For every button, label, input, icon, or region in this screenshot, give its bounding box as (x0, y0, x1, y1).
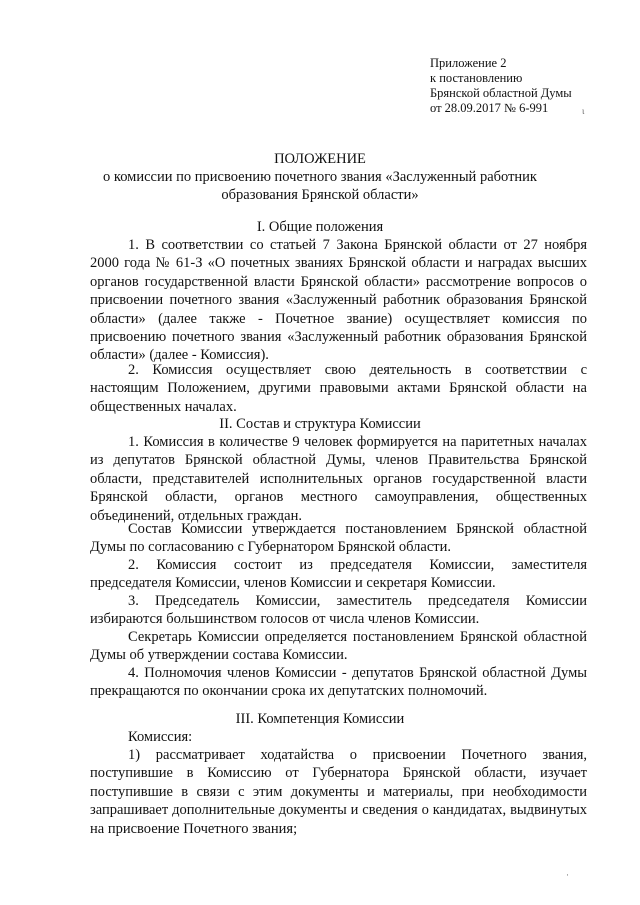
section-3-paragraph-1: Комиссия: (128, 729, 193, 745)
section-3-heading: III. Компетенция Комиссии (235, 711, 405, 727)
section-2-heading: II. Состав и структура Комиссии (219, 416, 421, 432)
section-2-paragraph-3: 2. Комиссия состоит из председателя Комиссии, заместителя председателя Комиссии, членов Комиссии и секретаря Комиссии. (90, 557, 587, 592)
appendix-line-3: Брянской областной Думы (430, 86, 572, 100)
section-3-paragraph-2: 1) рассматривает ходатайства о присвоении Почетного звания, поступившие в Комиссию от Губернатора Брянской области, изучает поступившие в связи с этим документы и материалы, при необходимости запрашивает дополнительные документы и сведения о кандидатах, выдвинутых на присвоение Почетного звания; (90, 747, 587, 837)
section-2-paragraph-2: Состав Комиссии утверждается постановлением Брянской областной Думы по согласованию с Губернатором Брянской области. (90, 521, 587, 556)
section-1-heading: I. Общие положения (256, 219, 384, 235)
scan-mark: · (566, 870, 569, 880)
section-2-paragraph-5: Секретарь Комиссии определяется постановлением Брянской областной Думы об утверждении состава Комиссии. (90, 629, 587, 664)
document-subtitle-line-2: образования Брянской области» (221, 187, 419, 203)
section-1-paragraph-1: 1. В соответствии со статьей 7 Закона Брянской области от 27 ноября 2000 года № 61-З «О почетных званиях Брянской области и наградах высших органов государственной власти Брянской области» рассмотрение вопросов о присвоении почетного звания «Заслуженный работник образования Брянской области» (далее также - Почетное звание) осуществляет комиссия по присвоению почетного звания «Заслуженный работник образования Брянской области» (далее - Комиссия). (90, 237, 587, 364)
document-subtitle-line-1: о комиссии по присвоению почетного звания «Заслуженный работник (103, 169, 537, 185)
appendix-line-1: Приложение 2 (430, 56, 507, 70)
section-2-paragraph-4: 3. Председатель Комиссии, заместитель председателя Комиссии избираются большинством голосов от числа членов Комиссии. (90, 593, 587, 628)
document-title: ПОЛОЖЕНИЕ (274, 151, 366, 167)
appendix-line-2: к постановлению (430, 71, 523, 85)
section-1-paragraph-2: 2. Комиссия осуществляет свою деятельность в соответствии с настоящим Положением, другими правовыми актами Брянской области на общественных началах. (90, 362, 587, 415)
section-2-paragraph-1: 1. Комиссия в количестве 9 человек формируется на паритетных началах из депутатов Брянской областной Думы, членов Правительства Брянской области, представителей исполнительных органов государственной власти Брянской области, органов местного самоуправления, общественных объединений, отдельных граждан. (90, 434, 587, 524)
section-2-paragraph-6: 4. Полномочия членов Комиссии - депутатов Брянской областной Думы прекращаются по окончании срока их депутатских полномочий. (90, 665, 587, 700)
appendix-line-4: от 28.09.2017 № 6-991 (430, 101, 549, 115)
scan-mark: ι (582, 106, 585, 116)
appendix-block (430, 56, 572, 116)
